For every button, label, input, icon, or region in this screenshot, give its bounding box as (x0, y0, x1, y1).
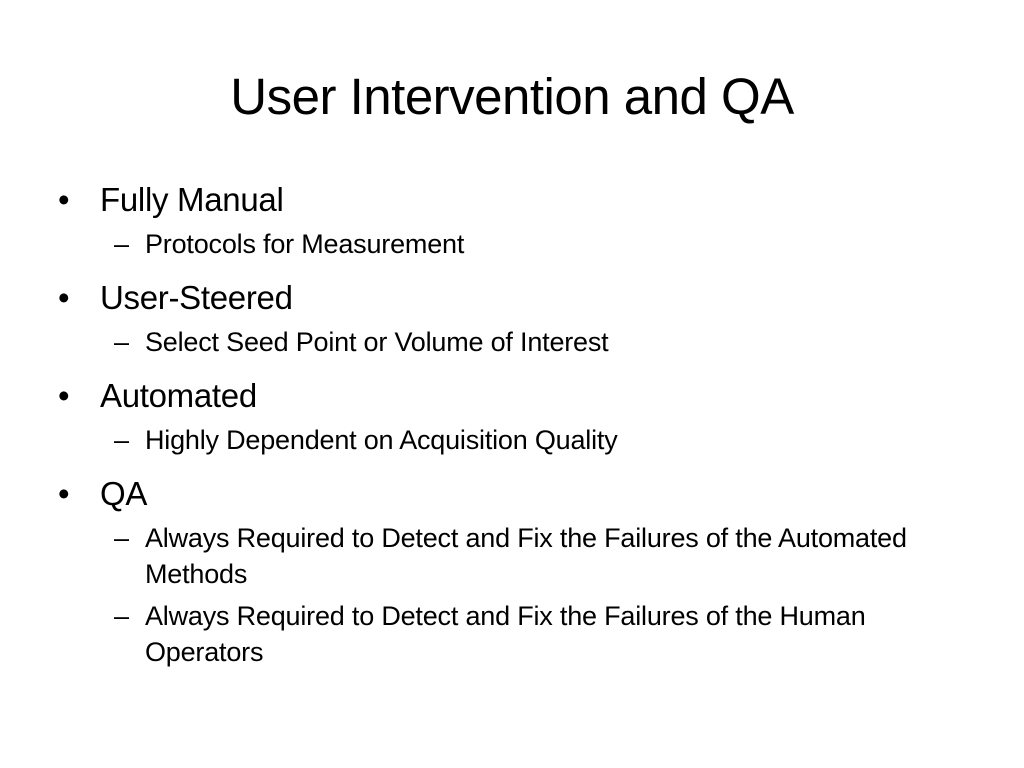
bullet-item-automated (58, 376, 958, 416)
sub-bullet-item (58, 226, 958, 262)
bullet-icon: • (58, 181, 70, 218)
dash-icon: – (114, 327, 129, 357)
sub-bullet-item (58, 422, 958, 458)
bullet-text: QA (100, 475, 148, 512)
dash-icon: – (114, 601, 129, 631)
sub-bullet-text: Always Required to Detect and Fix the Failures of the Human Operators (145, 601, 866, 667)
bullet-icon: • (58, 377, 70, 414)
sub-bullet-text: Select Seed Point or Volume of Interest (145, 327, 609, 357)
sub-bullet-text: Highly Dependent on Acquisition Quality (145, 425, 618, 455)
bullet-icon: • (58, 475, 70, 512)
sub-bullet-text: Protocols for Measurement (145, 229, 465, 259)
sub-bullet-item (58, 324, 958, 360)
bullet-icon: • (58, 279, 70, 316)
bullet-text: User-Steered (100, 279, 293, 316)
dash-icon: – (114, 523, 129, 553)
bullet-item-qa (58, 474, 958, 514)
sub-bullet-text: Always Required to Detect and Fix the Failures of the Automated Methods (145, 523, 907, 589)
bullet-list (58, 180, 958, 670)
slide-title: User Intervention and QA (230, 68, 794, 125)
sub-bullet-item (58, 598, 958, 670)
sub-bullet-item (58, 520, 958, 592)
bullet-text: Automated (100, 377, 257, 414)
bullet-text: Fully Manual (100, 181, 284, 218)
bullet-item-fully-manual (58, 180, 958, 220)
dash-icon: – (114, 425, 129, 455)
dash-icon: – (114, 229, 129, 259)
bullet-item-user-steered (58, 278, 958, 318)
